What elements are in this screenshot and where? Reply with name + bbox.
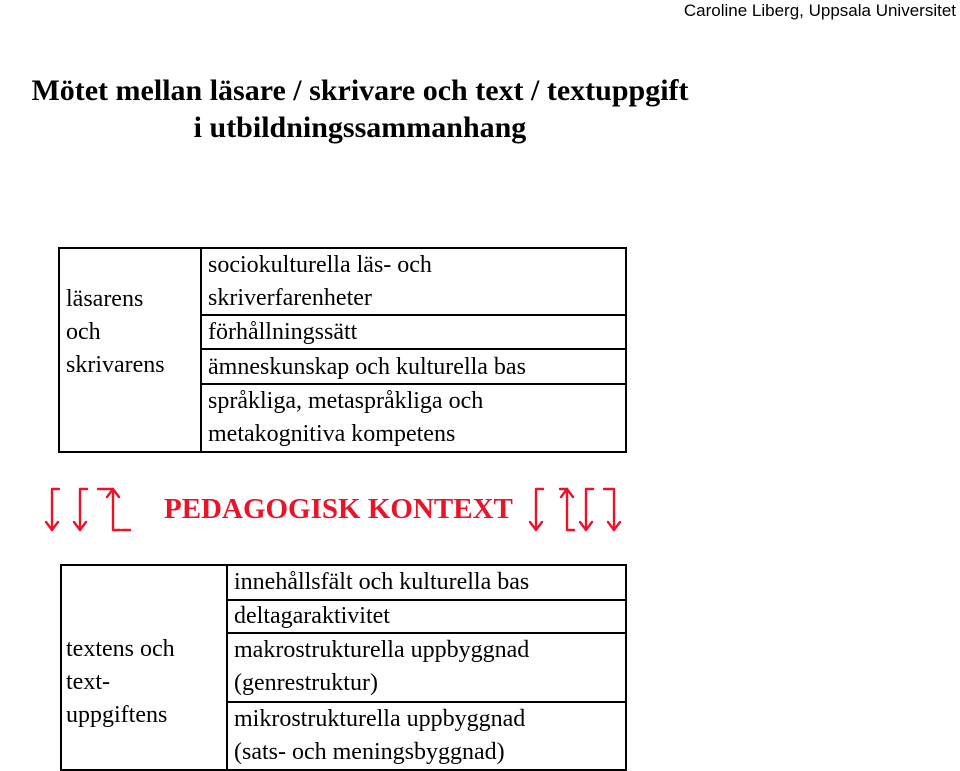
author-credit: Caroline Liberg, Uppsala Universitet: [683, 1, 956, 20]
label-line: uppgiftens: [66, 702, 168, 728]
row-text: mikrostrukturella uppbyggnad: [234, 706, 526, 732]
reader-writer-row: [208, 385, 483, 451]
left-arrows: [44, 484, 140, 536]
row-text: (genrestruktur): [234, 670, 378, 696]
text-task-divider: [226, 564, 228, 771]
reader-writer-row: [208, 316, 357, 349]
text-task-row: [234, 600, 390, 633]
row-text: skriverfarenheter: [208, 285, 372, 311]
up-down-arrow-icon: [580, 489, 593, 530]
row-text: (sats- och meningsbyggnad): [234, 739, 505, 765]
reader-writer-row: [208, 249, 432, 315]
row-text: förhållningssätt: [208, 319, 358, 345]
pedagogical-context-label: PEDAGOGISK KONTEXT: [164, 493, 513, 525]
up-down-arrow-icon: [46, 489, 59, 530]
row-text: ämneskunskap och kulturella bas: [208, 354, 526, 380]
label-line: och: [66, 319, 101, 345]
title-line-1: Mötet mellan läsare / skrivare och text / textuppgift: [31, 74, 689, 107]
label-line: text-: [66, 669, 110, 695]
up-down-arrow-icon: [604, 489, 620, 530]
reader-writer-divider: [200, 247, 202, 453]
up-down-arrow-icon: [98, 489, 120, 530]
text-task-row: [234, 634, 529, 700]
page-title: [0, 72, 720, 146]
label-line: textens och: [66, 636, 175, 662]
reader-writer-row: [208, 351, 526, 384]
text-task-row: [234, 566, 529, 599]
text-task-row: [234, 703, 525, 769]
row-text: språkliga, metaspråkliga och: [208, 388, 484, 414]
label-line: skrivarens: [66, 352, 165, 378]
label-line: läsarens: [66, 286, 144, 312]
up-down-arrow-icon: [530, 489, 543, 530]
right-arrows: [526, 484, 622, 536]
row-text: sociokulturella läs- och: [208, 252, 432, 278]
title-line-2: i utbildningssammanhang: [193, 111, 527, 144]
text-task-label: [66, 633, 175, 732]
row-text: innehållsfält och kulturella bas: [234, 569, 530, 595]
row-text: metakognitiva kompetens: [208, 421, 456, 447]
up-down-arrow-icon: [560, 489, 574, 530]
row-text: makrostrukturella uppbyggnad: [234, 637, 530, 663]
row-text: deltagaraktivitet: [234, 603, 390, 629]
up-down-arrow-icon: [74, 489, 87, 530]
reader-writer-label: [66, 283, 165, 382]
